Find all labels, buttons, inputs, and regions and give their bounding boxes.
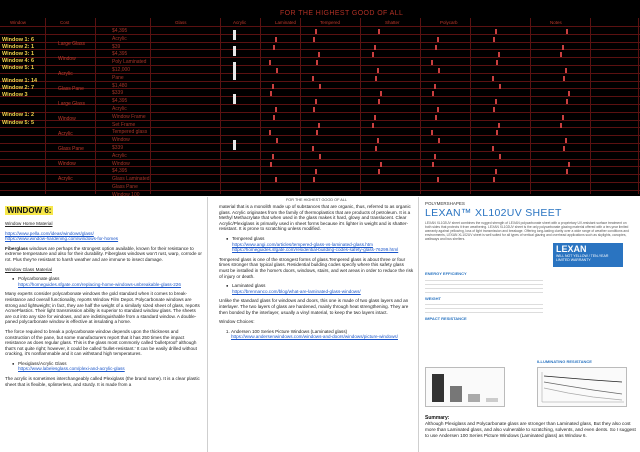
illuminating-resistance-title: ILLUMINATING RESISTANCE [537,359,592,364]
link-plexiglass[interactable]: https://www.labelesglass.com/plexi-and-acrylic-glass [18,366,125,372]
grid-vline [95,18,96,194]
rating-bar [565,138,567,143]
grid-hline [0,127,640,128]
illuminating-chart [537,367,627,407]
polycarbonate-title: Polycarbonate glass [18,276,60,282]
sheet-cell: $12,000 [112,67,131,73]
row-label: Large Glass [58,41,85,47]
rating-bar [495,169,497,174]
notes-middle-column [213,197,419,452]
rating-bar [270,91,272,96]
window-label: Window 5: 5 [2,120,35,126]
link-pella[interactable]: https://www.pella.com/ideas/windows/glass/ [5,230,94,236]
row-label: Window [58,161,76,167]
rating-bar [378,99,380,104]
sheet-cell: $4,395 [112,98,128,105]
impact-resistance-title: IMPACT RESISTANCE [425,316,467,321]
polycarbonate-item [12,276,202,287]
rating-bar [273,115,275,120]
rating-bar [492,76,494,81]
rating-bar [566,99,568,104]
rating-bar [432,162,434,167]
column-header: Window [10,20,27,25]
window-choices-title: Window Choices: [219,319,255,325]
fiberglass-label: Fiberglass [5,245,28,251]
grid-hline [0,73,640,74]
rating-bar [568,162,570,167]
sheet-cell: Set Frame [112,121,136,128]
row-label: Acrylic [58,71,73,77]
rating-bar [499,84,501,89]
grid-hline [0,26,640,27]
rating-bar [493,177,495,182]
rating-bar [496,60,498,65]
rating-bar [566,169,568,174]
rating-bar [437,107,439,112]
tempered-title: Tempered glass [232,235,265,241]
rating-bar [566,29,568,34]
window-label: Window 4: 6 [2,58,35,64]
window-label: Window 3: 1 [2,51,35,57]
row-label: Glass Pane [58,86,84,92]
row-label: Large Glass [58,101,85,107]
sheet-cell: $339 [112,145,124,151]
rating-bar [374,115,376,120]
grid-hline [0,190,640,191]
rating-bar [313,37,315,42]
grid-hline [0,49,640,50]
plexiglass-item [12,361,202,372]
rating-bar [495,99,497,104]
grid-hline [0,34,640,35]
rating-bar [495,29,497,34]
grid-vline [260,18,261,194]
rating-bar [435,115,437,120]
rating-bar [499,154,501,159]
rating-bar [313,107,315,112]
rating-bar [275,37,277,42]
rating-bar [560,123,562,128]
column-header: Acrylic [233,20,247,25]
rating-bar [372,123,374,128]
rating-bar [438,68,440,73]
rating-bar [315,99,317,104]
polycarbonate-text: Many experts consider polycarbonate windows the gold standard when it comes to break-resistance and overall functionality, reports Window Film Depot. Polycarbonate windows are strong and lightweight; in fact, they are half the weight of a similarly sized sheet of glass, reports AcmePlastics. Their light transmission ability is superior to standard window glass. The sheets are cut into any size for windows, and are indistinguishable from a standard window. A double-paned polycarbonate window is effective at insulating a home. [5,291,200,325]
link-tempered-codes[interactable]: https://homeguides.sfgate.com/residential-building-codes-safety-glass-76299.html [232,247,399,253]
rating-bar [563,146,565,151]
link-tempered[interactable]: https://www.angi.com/articles/tempered-glass-vs-laminated-glass.htm [232,241,373,247]
rating-bar [492,146,494,151]
rating-bar [435,45,437,50]
lexan-badge-title: LEXAN [556,244,587,254]
grid-vline [45,18,46,194]
laminated-text: Unlike the standard glass for windows and doors, this one is made of two glass layers and an interlayer. The two layers of glass are hardened, mainly through heat strengthening. They are then bonded by the interlayer, usually a vinyl material, to keep the two layers intact. [219,298,409,315]
summary-title: Summary: [425,415,450,421]
link-andersen[interactable]: https://www.andersenwindows.com/windows-and-doors/windows/picture-windows/ [231,334,398,340]
rating-bar [562,45,564,50]
window-choice-1-label: Andersen 100 Series Picture Windows (Laminated glass) [231,328,348,334]
weight-title: WEIGHT [425,295,441,301]
grid-vline [360,18,361,194]
grid-hline [0,112,640,113]
tempered-text: Tempered glass is one of the strongest forms of glass.Tempered glass is about three or four times stronger than typical glass. Residential building codes specify where this safety glass must be installed in the home's doors, windows, stairs, and wet areas in order to reduce the risk of injury or death. [219,256,414,279]
sheet-cell: Glass Laminated [112,176,150,183]
rating-bar [434,84,436,89]
sheet-cell: Window 100 [112,191,140,196]
rating-bar [319,84,321,89]
rating-bar [437,177,439,182]
link-window-hardening[interactable]: https://www.window-hardening.com/windows-for-homes [5,236,119,242]
rating-bar [312,76,314,81]
home-material-title: Window Home Material [5,221,53,226]
row-label: Window [58,116,76,122]
rating-bar [315,169,317,174]
rating-bar [275,107,277,112]
energy-efficiency-title: ENERGY EFFICIENCY [425,271,467,276]
sheet-cell: $1,480 [112,82,128,89]
sheet-cell: Window [112,160,130,167]
link-polycarbonate[interactable]: https://homeguides.sfgate.com/replacing-home-windows-unbreakable-glass-226 [18,281,181,287]
window-label: Window 1: 2 [2,112,35,118]
grid-hline [0,104,640,105]
rating-bar [434,154,436,159]
rating-bar [496,130,498,135]
rating-bar [378,169,380,174]
row-label: Acrylic [58,176,73,182]
grid-vline [470,18,471,194]
grid-hline [0,174,640,175]
fiberglass-text: windows are perhaps the strongest option available, known for their resistance to extreme temperature and also for their durability. Fiberglass windows won't rust, warp, corrode or rot. Plus they're resistant to harsh weather and are immune to insect damage. [5,245,202,262]
rating-bar [498,52,500,57]
rating-bar [493,107,495,112]
impact-chart-svg [426,368,504,406]
grid-vline [530,18,531,194]
column-header: Tempered [320,20,341,25]
rating-bar [380,162,382,167]
grid-vline [220,18,221,194]
glass-marker [233,30,236,40]
sheet-cell: Window [112,137,130,144]
grid-hline [0,182,640,183]
rating-bar [437,37,439,42]
rating-bar [375,76,377,81]
rating-bar [275,177,277,182]
rating-bar [432,91,434,96]
grid-vline [300,18,301,194]
datasheet-intro: LEXAN XL102UV sheet combines the rugged strength of LEXAN polycarbonate sheet with a proprietary UV-resistant surface treatment on both sides that protects it from weathering. LEXAN XL102UV sheet is the only polycarbonate glazing material offered with a ten-year limited warranty against yellowing, loss of light transmission and breakage. Offering long-lasting clarity over a wide range of weather conditions and environments, LEXAN XL102UV sheet is well suited for all types of vertical glazing and overhead applications such as skylights, canopies, walkways and bus shelters. [425,221,629,241]
rating-bar [273,45,275,50]
grid-hline [0,143,640,144]
window-label: Window 2: 1 [2,44,35,50]
link-laminated[interactable]: https://brennanco.com/blog/what-are-laminated-glass-windows/ [232,288,361,294]
grid-vline [590,18,591,194]
window-choice-1 [231,329,414,340]
sheet-cell: Glass Pane [112,184,138,190]
datasheet-product-name: LEXAN™ XL102UV SHEET [425,207,562,219]
column-header: Glass [175,20,187,25]
notes-right-column [421,197,640,452]
rating-bar [318,123,320,128]
grid-hline [0,166,640,167]
lexan-badge-sub: WILL NOT YELLOW / TEN-YEAR LIMITED WARRANTY [556,254,609,262]
window-label: Window 1: 6 [2,37,35,43]
row-label: Glass Pane [58,146,84,152]
sheet-cell: $4,395 [112,168,128,175]
window-label: Window 3 [2,92,28,98]
sheet-title: FOR THE HIGHEST GOOD OF ALL [280,10,404,17]
sheet-cell: Acrylic [112,152,127,159]
sheet-cell: Acrylic [112,35,127,42]
rating-bar [313,177,315,182]
illuminating-chart-svg [538,368,626,406]
rating-bar [269,60,271,65]
rating-bar [568,91,570,96]
rating-bar [377,138,379,143]
grid-hline [0,151,640,152]
sheet-cell: Pane [112,74,124,81]
rating-bar [272,154,274,159]
rating-bar [316,60,318,65]
rating-bar [318,52,320,57]
tempered-item [226,236,414,253]
rating-bar [272,84,274,89]
window-heading: WINDOW 6: [7,206,52,215]
row-label: Acrylic [58,131,73,137]
column-header: Laminated [275,20,297,25]
grid-hline [0,135,640,136]
notes-left-column [0,197,208,452]
grid-hline [0,96,640,97]
force-text: The force required to break a polycarbonate window depends upon the thickness and construction of the pane, but some manufacturers report that it has 250 times the impact resistance as does regular glass. This is the glass most commonly called 'bulletproof' although that's not quite right; however, it could be called 'bullet-resistant.' It can be easily drilled without cracking, it's nonflammable and it can withstand high temperatures. [5,328,197,357]
summary-block [425,415,637,438]
sheet-cell: Tempered glass [112,129,148,136]
sheet-cell: Acrylic [112,106,127,112]
grid-hline [0,81,640,82]
rating-bar [562,115,564,120]
rating-bar [438,138,440,143]
page-caption: FOR THE HIGHEST GOOD OF ALL [285,198,348,202]
product-datasheet [425,199,635,414]
rating-bar [270,162,272,167]
rating-bar [319,154,321,159]
grid-hline [0,57,640,58]
row-label: Window [58,56,76,62]
rating-bar [565,68,567,73]
window-label: Window 5: 1 [2,65,35,71]
column-header: Polycarb [440,20,458,25]
sheet-cell: $339 [112,90,124,97]
rating-bar [375,146,377,151]
lexan-badge [553,243,623,267]
plexiglass-title: Plexiglass/Acrylic Glass [18,360,67,366]
rating-bar [316,130,318,135]
rating-bar [374,45,376,50]
rating-bar [498,123,500,128]
sheet-cell: Poly Laminated [112,59,147,66]
grid-vline [150,18,151,194]
impact-chart [425,367,505,407]
grid-hline [0,42,640,43]
sheet-cell: $4,395 [112,28,128,34]
spreadsheet-panel [0,0,640,196]
grid-vline [638,18,639,194]
window-label: Window 1: 14 [2,78,38,84]
glass-marker [233,140,236,150]
rating-bar [563,76,565,81]
weight-table [425,301,543,314]
sheet-cell: Window Frame [112,113,146,120]
fiberglass-paragraph [5,246,202,263]
plexiglass-text: The acrylic is sometimes interchangeably called Plexiglass (the brand name). It is a clear plastic sheet that is flexible, splinterless, and sturdy. It is made from a [5,376,200,387]
rating-bar [276,138,278,143]
column-header: Cost [60,20,70,25]
acrylic-continued-text: material that is a monolith made up of substances that are organic, thus, referred to as organic glass. Acrylic originates from the family of thermoplastics that are products of petroleum. It is a Methyl Methacrylate that when used in the glass makes it hard, glowy and translucent. Clear Acrylic/Plexiglass is primarily used in sheet forms because it's lighter in weight and is shatter-resistant. It is prone to scratching unless modified. [219,204,411,232]
rating-bar [560,52,562,57]
sheet-cell: $4,395 [112,51,128,58]
glass-marker [233,70,236,80]
sheet-cell: $39 [112,43,121,50]
grid-vline [420,18,421,194]
grid-hline [0,120,640,121]
rating-bar [431,60,433,65]
rating-bar [269,130,271,135]
rating-bar [380,91,382,96]
column-header: Shatter [385,20,400,25]
rating-bar [377,68,379,73]
glass-marker [233,94,236,104]
glass-material-title: Window Glass Material [5,266,52,272]
rating-bar [312,146,314,151]
summary-text: Although Plexiglass and Polycarbonate glass are stronger than Laminated glass, But they also cost more than Laminated glass, and also vulnerable to scratching, solvents, and even dents. So I suggest to use Andersen 100 Series Picture Windows (Laminated glass) as Window 6. [425,421,636,438]
column-header: Notes [550,20,562,25]
rating-bar [431,130,433,135]
datasheet-brand: POLYMERSHAPES [425,201,465,206]
grid-hline [0,65,640,66]
rating-bar [315,29,317,34]
rating-bar [276,68,278,73]
window-label: Window 2: 7 [2,85,35,91]
energy-table [425,276,543,293]
rating-bar [493,37,495,42]
glass-marker [233,46,236,56]
rating-bar [372,52,374,57]
laminated-title: Laminated glass [232,283,266,289]
laminated-item [226,283,414,294]
rating-bar [378,29,380,34]
